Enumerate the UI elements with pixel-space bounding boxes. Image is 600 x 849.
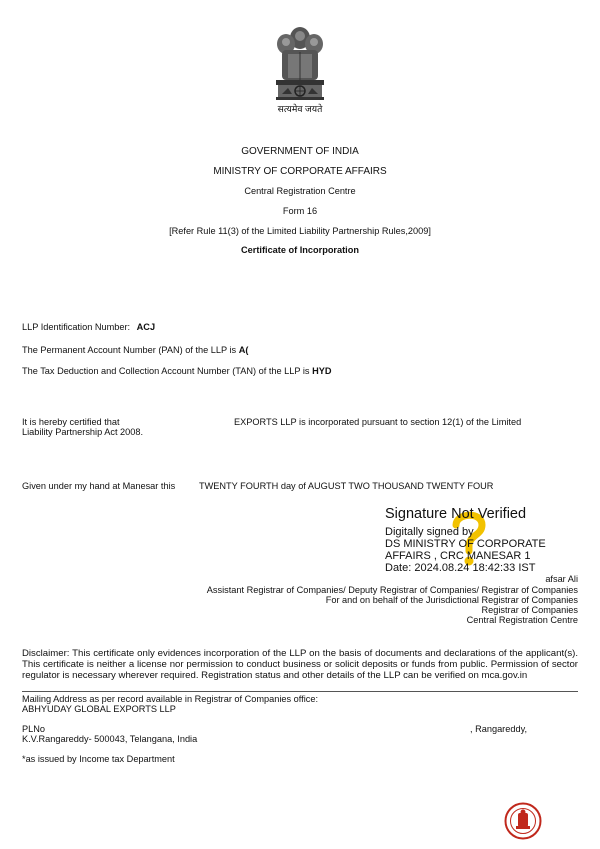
registrar-name: afsar Ali: [545, 574, 578, 584]
registrar-line2: For and on behalf of the Jurisdictional Registrar of Companies: [325, 595, 578, 605]
emblem-motto: सत्यमेव जयते: [277, 104, 323, 114]
pan-row: [22, 345, 248, 356]
ministry-heading: MINISTRY OF CORPORATE AFFAIRS: [213, 166, 387, 177]
certification-line2: Liability Partnership Act 2008.: [22, 427, 144, 437]
llpin-row: [22, 322, 155, 333]
certification-name-tail: EXPORTS LLP is incorporated pursuant to section 12(1) of the Limited: [234, 417, 522, 427]
tan-row: [22, 366, 331, 377]
mailing-label: Mailing Address as per record available in Registrar of Companies office:: [22, 694, 319, 704]
footnote: *as issued by Income tax Department: [22, 754, 175, 764]
signature-line1: Digitally signed by: [385, 526, 474, 538]
mca-seal-icon: [504, 802, 542, 840]
tan-value: HYD: [312, 366, 332, 376]
given-prefix: Given under my hand at Manesar this: [22, 481, 176, 491]
certificate-title: Certificate of Incorporation: [241, 245, 359, 255]
pan-label: The Permanent Account Number (PAN) of the LLP is: [22, 345, 237, 355]
mailing-address-end: , Rangareddy,: [470, 724, 528, 734]
signature-status: Signature Not Verified: [385, 506, 527, 522]
centre-heading: Central Registration Centre: [244, 186, 356, 196]
form-number: Form 16: [282, 206, 318, 216]
registrar-line1: Assistant Registrar of Companies/ Deputy Registrar of Companies/ Registrar of Companies: [206, 585, 578, 595]
signature-line4: Date: 2024.08.24 18:42:33 IST: [385, 562, 536, 574]
pan-value: A(: [238, 345, 249, 355]
disclaimer-text: Disclaimer: This certificate only evidences incorporation of the LLP on the basis of documents and declarations of the applicant(s). This certificate is neither a license nor permission to conduct business or solicit deposits or funds from public. Permission of sector regulator is necessary wherever required. Registration status and other details of the LLP can be verified on mca.gov.in: [22, 648, 578, 681]
certification-prefix: It is hereby certified that: [22, 417, 120, 427]
registrar-line4: Central Registration Centre: [466, 615, 578, 625]
registrar-line3: Registrar of Companies: [481, 605, 578, 615]
rule-reference: [Refer Rule 11(3) of the Limited Liability Partnership Rules,2009]: [169, 226, 431, 236]
llpin-label: LLP Identification Number:: [22, 322, 131, 332]
given-date-words: TWENTY FOURTH day of AUGUST TWO THOUSAND TWENTY FOUR: [199, 481, 494, 491]
llpin-value: ACJ: [136, 322, 156, 332]
mailing-address-start: PLNo: [22, 724, 45, 734]
mailing-address-line2: K.V.Rangareddy- 500043, Telangana, India: [22, 734, 198, 744]
tan-label: The Tax Deduction and Collection Account Number (TAN) of the LLP is: [22, 366, 310, 376]
government-heading: GOVERNMENT OF INDIA: [241, 146, 359, 157]
signature-line2: DS MINISTRY OF CORPORATE: [385, 538, 546, 550]
signature-line3: AFFAIRS , CRC MANESAR 1: [385, 550, 531, 562]
mailing-name: ABHYUDAY GLOBAL EXPORTS LLP: [22, 704, 176, 714]
divider: [22, 691, 578, 692]
